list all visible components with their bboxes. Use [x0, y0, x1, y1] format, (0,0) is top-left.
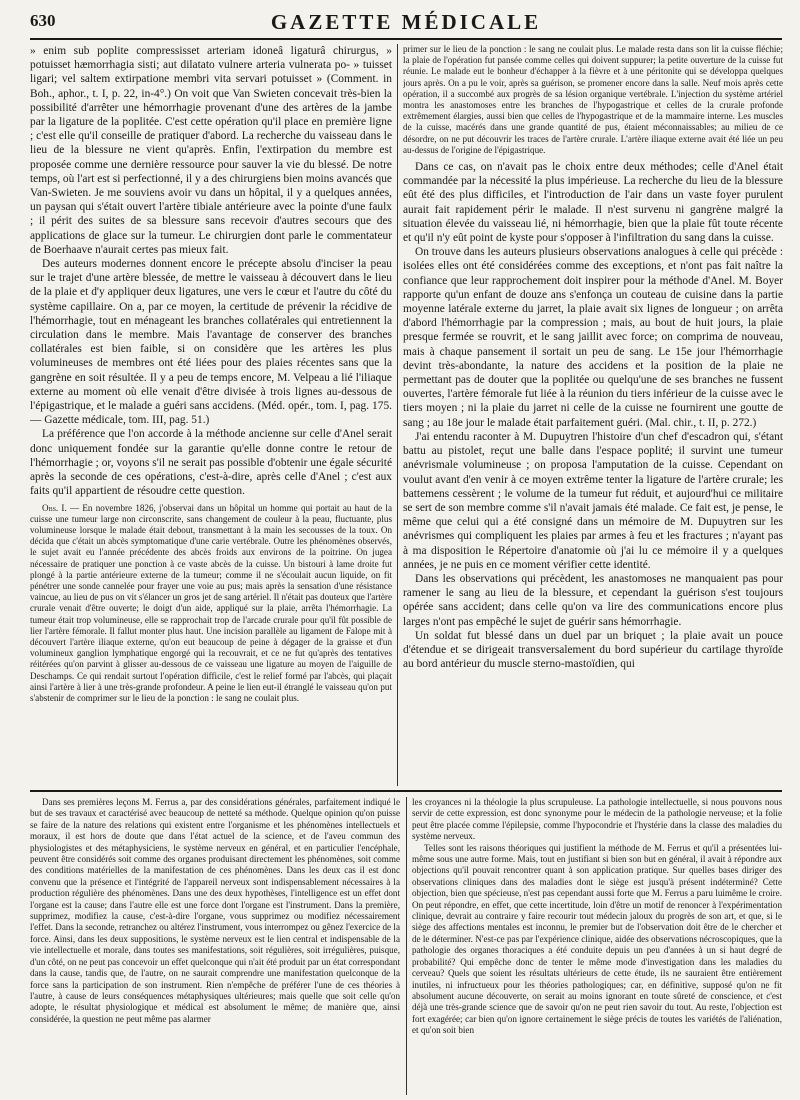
- observation-paragraph: [30, 503, 392, 705]
- paragraph: J'ai entendu raconter à M. Dupuytren l'histoire d'un chef d'escadron qui, s'étant battu au pistolet, reçut une balle dans l'espace poplité; il survint une tumeur anévrismale volumineuse ; on proposa l'amputation de la cuisse. Cependant on voulut avant d'en venir à ce moyen extrême tenter la ligature de l'artère crurale; les battemens cessèrent ; le volume de la tumeur fut réduit, et aujourd'hui ce militaire se sert de son membre comme s'il n'avait jamais été malade. Ce fait est, je pense, le même que celui qui a été consigné dans un mémoire de M. Dupuytren sur les anévrismes qui compliquent les plaies par armes à feu et les fractures ; n'ayant pas à ma disposition le Répertoire d'anatomie où j'ai lu ce mémoire il y a quelques années, je ne puis en ce moment vérifier cette identité.: [403, 430, 783, 571]
- paragraph: primer sur le lieu de la ponction : le sang ne coulait plus. Le malade resta dans son lit la cuisse fléchie; la plaie de l'opération fut pansée comme celles qui doivent suppurer; la petite ouverture de la cuisse fut réunie. Le malade eut le bonheur d'échapper à la fièvre et à une péritonite qui se développa quelques jours après. On a pu le voir, après sa guérison, se promener encore dans la salle. Neuf mois après cette opération, il a succombé aux progrès de sa lésion organique vertébrale. L'injection du système artériel montra les anastomoses entre les branches de l'hypogastrique et celles de la crurale profonde extrêmement élargies, aussi bien que celles de l'hypogastrique et de la mammaire interne. Les muscles de la cuisse, macérés dans une grande quantité de pus, étaient méconnaissables; au milieu de ce désordre, on ne put découvrir les traces de l'artère crurale. L'artère iliaque externe avait été liée un peu au-dessus de l'origine de l'épigastrique.: [403, 44, 783, 155]
- paragraph: Dans les observations qui précèdent, les anastomoses ne manquaient pas pour ramener le sang au lieu de la blessure, et cependant la guérison s'est toujours opérée sans accident; dans celle qu'on va lire des communications encore plus larges n'ont pas empêché le sujet de guérir sans hémorrhagie.: [403, 572, 783, 628]
- paragraph: Dans ce cas, on n'avait pas le choix entre deux méthodes; celle d'Anel était commandée par la nécessité la plus impérieuse. La recherche du lieu de la blessure eût été des plus difficiles, et l'introduction de l'air dans un vaste foyer purulent aurait fait rapidement périr le malade. Il n'est survenu ni gangrène malgré la situation élevée du vaisseau lié, ni hémorrhagie, bien que la plaie fût toute récente et qu'il n'y eût point de kyste pour s'opposer à l'infiltration du sang dans la cuisse.: [403, 161, 783, 245]
- section-divider: [30, 790, 782, 792]
- paragraph: Un soldat fut blessé dans un duel par un briquet ; la plaie avait un pouce d'étendue et se dirigeait transversalement du bord supérieur du cartilage thyroïde au bord antérieur du muscle sterno-mastoïdien, qui: [403, 629, 783, 671]
- paragraph: les croyances ni la théologie la plus scrupuleuse. La pathologie intellectuelle, si nous pouvons nous servir de cette expression, est donc synonyme pour le médecin de la pathologie nerveuse; et la folie peut être placée comme l'épilepsie, comme l'hypocondrie et l'hystérie dans la classe des maladies du système nerveux.: [412, 797, 782, 842]
- journal-title: GAZETTE MÉDICALE: [270, 10, 542, 34]
- paragraph: Dans ses premières leçons M. Ferrus a, par des considérations générales, parfaitement indiqué le but de ses travaux et caractérisé avec beaucoup de netteté sa méthode. Quelque opinion qu'on puisse se faire de la nature des relations qui existent entre l'organisme et les phénomènes intellectuels et moraux, il est hors de doute que dans l'état actuel de la science, et de l'aveu commun des physiologistes et des métaphysiciens, le système nerveux en général, et en particulier l'encéphale, peuvent être considérés soit comme des organes produisant directement les phénomènes, soit comme des conditions matérielles de la manifestation de ces phénomènes. Dans les deux cas il est donc convenu que la présence et l'intégrité de l'appareil nerveux sont indispensablement nécessaires à la production régulière des phénomènes. Dans une des deux hypothèses, l'intelligence est un effet dont l'organe est la cause; dans l'autre elle est une force dont l'organe est l'instrument. Dans la première, supprimez, modifiez la cause, c'est-à-dire l'organe, vous supprimez ou modifiez nécessairement l'effet. Dans la seconde, retranchez ou altérez l'instrument, vous interrompez ou gênez l'exercice de la force. Ainsi, dans les deux suppositions, le système nerveux est le lien central et indispensable de la vie intellectuelle et morale, dans toutes ses manifestations, soit régulières, soit irrégulières, puisque, d'un côté, on ne peut pas concevoir un effet quelconque qui n'ait été produit par un état correspondant dans la cause, tandis que, de l'autre, on ne saurait comprendre une manifestation quelconque de la force sans la participation de son instrument. Rien n'empêche de préférer l'une de ces théories à l'autre, à cause de leurs conséquences métaphysiques ultérieures; mais quelle que soit celle qu'on adopte, le résultat physiologique et médical est absolument le même; de manière que, ainsi considérée, la question ne peut même pas alarmer: [30, 797, 400, 1024]
- observation-label: Obs. I.: [42, 502, 67, 513]
- observation-text: — En novembre 1826, j'observai dans un hôpital un homme qui portait au haut de la cuisse une tumeur large non circonscrite, sans changement de couleur à la peau, fluctuante, plus volumineuse lorsque le malade était debout, transmettant à la main les secousses de la toux. On décida que c'était un abcès symptomatique d'une carie vertébrale. Outre les phénomènes observés, le sujet avait eu l'année précédente des abcès froids aux environs de la poitrine. On jugea nécessaire de pratiquer une ponction à ce vaste abcès de la cuisse. Un bistouri à lame droite fut plongé à la partie antérieure externe de la tumeur; comme il ne s'écoulait aucun liquide, on fit pénétrer une sonde cannelée pour frayer une voie au pus; mais après la sensation d'une résistance vaincue, au lieu de pus on vit s'élancer un gros jet de sang artériel. Il n'était pas douteux que l'artère crurale venait d'être ouverte; le doigt d'un aide, appliqué sur la plaie, arrêta l'hémorrhagie. La tumeur était trop volumineuse, elle se rapprochait trop de l'arcade crurale pour qu'il fût possible de lier l'artère fémorale. Il fallut monter plus haut. Une incision parallèle au ligament de Falope mit à découvert l'artère iliaque externe, qu'on eut beaucoup de peine à dégager de la graisse et d'un volumineux ganglion lymphatique engorgé qui la recouvrait, et ce ne fut qu'après des tentatives réitérées qu'on parvint à glisser au-dessous de ce vaisseau une ligature au moyen de l'aiguille de Deschamps. Ce qui rendait surtout l'opération difficile, c'est le relief formé par l'abcès, qui plaçait ainsi l'artère à lier à une très-grande profondeur. A peine le lien eut-il étranglé le vaisseau qu'on put s'abstenir de comprimer sur le lieu de la ponction : le sang ne coulait plus.: [30, 502, 392, 703]
- column-rule: [397, 44, 398, 786]
- paragraph: Telles sont les raisons théoriques qui justifient la méthode de M. Ferrus et qu'il a présentées lui-même sous une autre forme. Mais, tout en justifiant si bien son but en général, il avait à répondre aux objections qu'il pouvait rencontrer quant à son application pratique. Sur quelles bases diriger des observations cliniques dans des maladies dont le siège est jusqu'à présent indéterminé? Cette objection, bien que spécieuse, n'est pas cependant aussi forte que M. Ferrus a paru luimême le croire. On peut répondre, en effet, que cette incertitude, loin d'être un motif de renoncer à l'expérimentation clinique, devrait au contraire y faire recourir tout médecin jaloux du progrès de son art, et que, si le siège des affections mentales est inconnu, le premier but de l'observation doit être de le chercher et de le déterminer. N'est-ce pas par l'expérience clinique, aidée des observations nécroscopiques, que la pathologie des organes thoraciques a été conduite depuis un peu d'années à un si haut degré de probabilité? Qui empêche donc de tenter le même mode d'investigation dans les maladies du cerveau? Quels que soient les résultats ultérieurs de cette étude, ils ne sauraient être entièrement inutiles, ni infructueux pour les théories pathologiques; car, en définitive, supposé qu'on ne fit absolument aucune découverte, on serait au moins ignorant en toute sûreté de conscience, et c'est déjà une très-grande science que de savoir qu'on ne peut rien savoir du tout. Au reste, l'objection est fort exagérée; car bien qu'on ignore certainement le siège précis de toutes les variétés de l'aliénation, et qu'on soit bien: [412, 842, 782, 1036]
- paragraph: La préférence que l'on accorde à la méthode ancienne sur celle d'Anel serait donc uniquement fondée sur la garantie qu'elle donne contre le retour de l'hémorrhagie ; or, voyons s'il ne serait pas possible d'obtenir une égale sécurité après la seconde de ces opérations, c'est-à-dire, après celle d'Anel ; c'est aux faits qu'il appartient de résoudre cette question.: [30, 428, 392, 498]
- right-column: [403, 44, 783, 786]
- paragraph: » enim sub poplite compressisset arteriam idoneâ ligaturâ chirurgus, » potuisset hæmorrhagia sisti; aut dilatato vulnere arteria vulnerata po- » tuisset ligari; vel saltem extirpatione membri vita servari potuisset » (Comment. in Boh., aphor., t. I, p. 22, in-4°.) On voit que Van Swieten concevait très-bien la possibilité d'arrêter une hémorrhagie provenant d'une des artères de la jambe par la ligature de la poplitée. C'est cette opération qu'il place en première ligne ; c'est elle qu'il conseille de pratiquer d'abord. La recherche du vaisseau dans le lieu de la blessure ne vient qu'après. Enfin, l'extirpation du membre est proposée comme une dernière ressource pour sauver la vie du blessé. De notre temps, où l'art est si perfectionné, il y a des chirurgiens bien moins avancés que Van-Swieten. Je me souviens avoir vu dans un hôpital, il y a quelques années, un paysan qui s'était ouvert l'artère tibiale antérieure avec la pointe d'une faulx ; il périt des suites de sa blessure sans recevoir d'autres secours que des applications de glace sur la tumeur. Le chirurgien dont parle le commentateur de Boerhaave n'aurait certes pas mieux fait.: [30, 45, 392, 256]
- left-column: [30, 44, 392, 786]
- paragraph: Des auteurs modernes donnent encore le précepte absolu d'inciser la peau sur le trajet d'une artère blessée, de mettre le vaisseau à découvert dans le lieu de la plaie et d'y appliquer deux ligatures, une vers le cœur et l'autre du côté du système capillaire. On a, par ce moyen, la certitude de prévenir la récidive de l'hémorrhagie, tout en ménageant les branches collatérales qui entretiennent la circulation dans le membre. Mais l'avantage de conserver des branches collatérales est bien faible, si on considère que les artères les plus volumineuses de membres ont été liées pour des plaies récentes sans que la gangrène en soit résultée. Il y a peu de temps encore, M. Velpeau a lié l'iliaque externe au moment où elle venait d'être divisée à trois lignes au-dessous de l'épigastrique, et le malade a guéri sans accidens. (Méd. opér., tom. I, pag. 175. — Gazette médicale, tom. III, pag. 51.): [30, 258, 392, 427]
- page-header: [30, 8, 782, 40]
- paragraph: On trouve dans les auteurs plusieurs observations analogues à celle qui précède : isolées elles ont été considérées comme des exceptions, et n'ont pas fait naître la confiance que leur rapprochement doit inspirer pour la méthode d'Anel. M. Boyer rapporte qu'un enfant de douze ans s'enfonça un couteau de cuisine dans la partie moyenne latérale externe du jarret, la plaie avait six lignes de longueur ; on arrêta d'abord l'hémorrhagie par la compression ; mais, au bout de huit jours, la plaie presque fermée se rouvrit, et le sang jaillit avec force; on comprima de nouveau, mais à chaque pansement il sortait un peu de sang. Le 15e jour l'hémorrhagie devint très-abondante, la nature des accidens et la position de la plaie ne permettant pas de douter que la poplitée ou quelqu'une de ses branches ne fussent ouvertes, l'artère fémorale fut liée à la réunion du tiers inférieur de la cuisse avec le tiers moyen ; ni la plaie du jarret ni celle de la cuisse ne fournirent une goutte de sang ; au 18e jour le malade était parfaitement guéri. (Mal. chir., t. II, p. 272.): [403, 246, 783, 429]
- feuilleton-section: [30, 797, 782, 1095]
- page-number: 630: [30, 11, 56, 30]
